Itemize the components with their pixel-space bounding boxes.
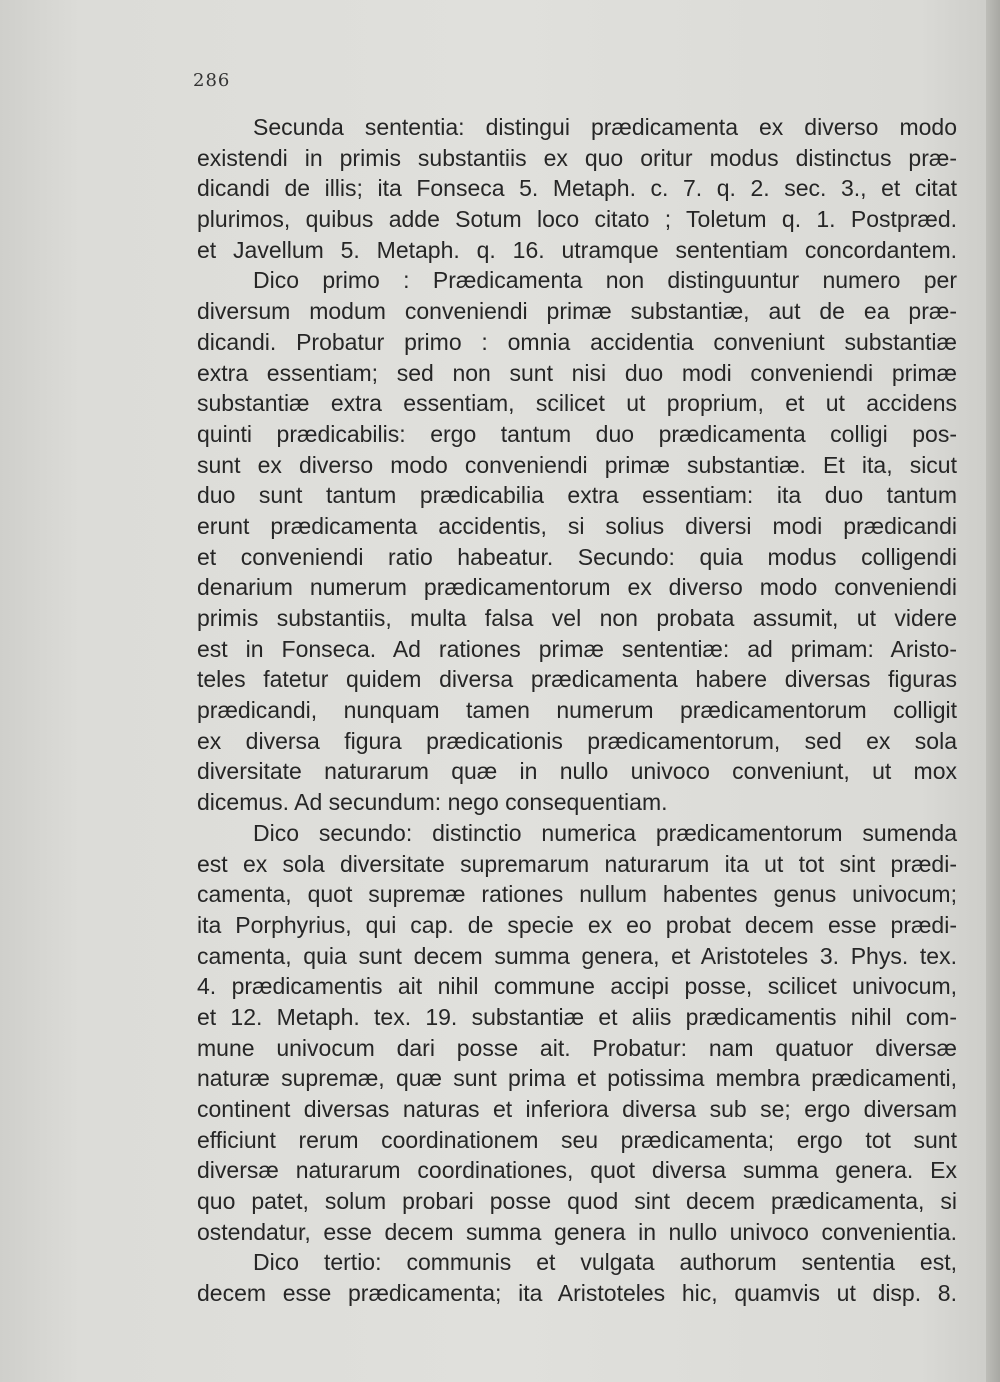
text-line: substantiæ extra essentiam, scilicet ut proprium, et ut accidens — [197, 390, 957, 417]
text-line: existendi in primis substantiis ex quo oritur modus distinctus præ- — [197, 144, 957, 171]
text-line: et conveniendi ratio habeatur. Secundo: quia modus colligendi — [197, 543, 957, 570]
text-line: 4. prædicamentis ait nihil commune accipi posse, scilicet univocum, — [197, 973, 957, 1000]
page-edge-shadow — [986, 0, 1000, 1382]
text-line: naturæ supremæ, quæ sunt prima et potissima membra prædicamenti, — [197, 1065, 957, 1092]
text-line: continent diversas naturas et inferiora diversa sub se; ergo diversam — [197, 1096, 957, 1122]
page-number: 286 — [193, 70, 231, 91]
text-line: primis substantiis, multa falsa vel non probata assumit, ut videre — [197, 605, 957, 631]
text-line: extra essentiam; sed non sunt nisi duo modi conveniendi primæ — [197, 359, 957, 386]
text-line: dicandi. Probatur primo : omnia accidentia conveniunt substantiæ — [197, 328, 957, 355]
text-line: sunt ex diverso modo conveniendi primæ substantiæ. Et ita, sicut — [197, 451, 957, 478]
text-line: Secunda sententia: distingui prædicamenta ex diverso modo — [253, 114, 957, 140]
text-line: et 12. Metaph. tex. 19. substantiæ et aliis prædicamentis nihil com- — [197, 1003, 957, 1030]
text-line: mune univocum dari posse ait. Probatur: nam quatuor diversæ — [197, 1034, 957, 1061]
text-line: decem esse prædicamenta; ita Aristoteles hic, quamvis ut disp. 8. — [197, 1280, 957, 1307]
text-line: Dico primo : Prædicamenta non distinguuntur numero per — [253, 267, 957, 294]
text-line: dicemus. Ad secundum: nego consequentiam. — [197, 789, 668, 816]
text-line: duo sunt tantum prædicabilia extra essentiam: ita duo tantum — [197, 482, 957, 509]
text-line: ex diversa figura prædicationis prædicamentorum, sed ex sola — [197, 727, 957, 754]
text-line: Dico secundo: distinctio numerica prædicamentorum sumenda — [253, 819, 957, 846]
text-line: quo patet, solum probari posse quod sint decem prædicamenta, si — [197, 1188, 957, 1215]
text-line: quinti prædicabilis: ergo tantum duo prædicamenta colligi pos- — [197, 420, 957, 447]
text-line: ita Porphyrius, qui cap. de specie ex eo probat decem esse prædi- — [197, 911, 957, 938]
text-line: denarium numerum prædicamentorum ex diverso modo conveniendi — [197, 574, 957, 601]
text-line: camenta, quia sunt decem summa genera, et Aristoteles 3. Phys. tex. — [197, 942, 957, 969]
text-line: Dico tertio: communis et vulgata authorum sententia est, — [253, 1249, 957, 1276]
text-line: et Javellum 5. Metaph. q. 16. utramque sententiam concordantem. — [197, 236, 957, 263]
text-line: camenta, quot supremæ rationes nullum habentes genus univocum; — [197, 881, 957, 908]
text-line: prædicandi, nunquam tamen numerum prædicamentorum colligit — [197, 697, 957, 724]
text-line: diversæ naturarum coordinationes, quot diversa summa genera. Ex — [197, 1157, 957, 1184]
text-line: plurimos, quibus adde Sotum loco citato ; Toletum q. 1. Postpræd. — [197, 206, 957, 233]
text-line: est ex sola diversitate supremarum naturarum ita ut tot sint prædi- — [197, 850, 957, 877]
text-line: diversitate naturarum quæ in nullo univoco conveniunt, ut mox — [197, 758, 957, 785]
text-line: dicandi de illis; ita Fonseca 5. Metaph. c. 7. q. 2. sec. 3., et citat — [197, 175, 957, 202]
text-line: est in Fonseca. Ad rationes primæ sententiæ: ad primam: Aristo- — [197, 635, 957, 662]
text-line: teles fatetur quidem diversa prædicamenta habere diversas figuras — [197, 666, 957, 693]
body-text — [197, 112, 957, 1309]
text-line: efficiunt rerum coordinationem seu prædicamenta; ergo tot sunt — [197, 1126, 957, 1153]
text-line: erunt prædicamenta accidentis, si solius diversi modi prædicandi — [197, 512, 957, 539]
text-line: diversum modum conveniendi primæ substantiæ, aut de ea præ- — [197, 298, 957, 325]
text-line: ostendatur, esse decem summa genera in nullo univoco convenientia. — [197, 1218, 957, 1245]
